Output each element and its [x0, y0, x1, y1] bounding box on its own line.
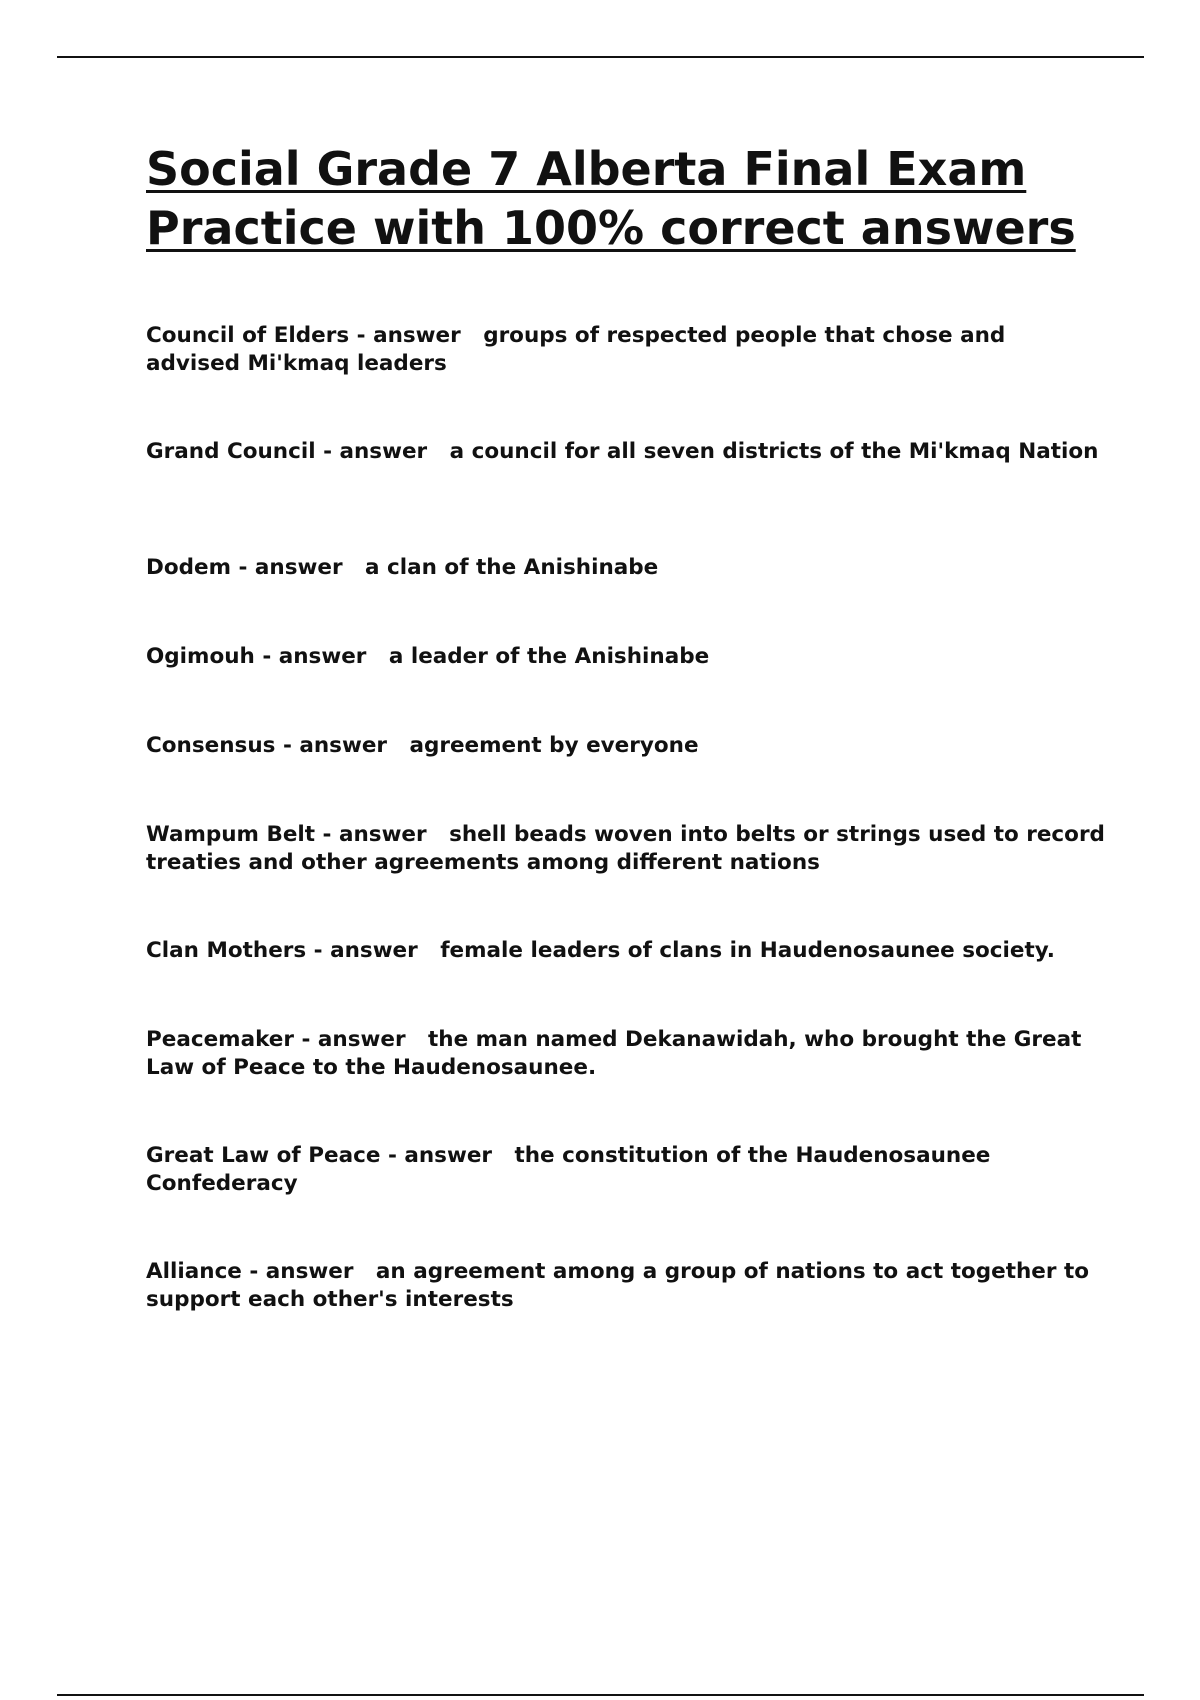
definition: the constitution of the Haudenosaunee Confederacy	[146, 1143, 991, 1196]
list-item	[146, 1258, 1106, 1374]
answer-separator: - answer	[349, 323, 484, 348]
term: Grand Council	[146, 439, 316, 464]
bottom-divider	[57, 1694, 1144, 1696]
term: Wampum Belt	[146, 822, 316, 847]
answer-separator: - answer	[275, 733, 410, 758]
answer-separator: - answer	[380, 1143, 515, 1168]
term: Peacemaker	[146, 1027, 294, 1052]
list-item	[146, 438, 1106, 554]
document-title: Social Grade 7 Alberta Final Exam Practice with 100% correct answers	[146, 142, 1076, 255]
answer-separator: - answer	[254, 644, 389, 669]
list-item	[146, 1142, 1106, 1258]
definition: an agreement among a group of nations to act together to support each other's interests	[146, 1259, 1090, 1312]
list-item	[146, 554, 1106, 643]
definition: shell beads woven into belts or strings used to record treaties and other agreements among different nations	[146, 822, 1105, 875]
list-item	[146, 1026, 1106, 1142]
definition: agreement by everyone	[409, 733, 699, 758]
term: Clan Mothers	[146, 938, 307, 963]
term: Ogimouh	[146, 644, 255, 669]
answer-separator: - answer	[306, 938, 441, 963]
list-item	[146, 821, 1106, 937]
list-item	[146, 937, 1106, 1026]
term: Alliance	[146, 1259, 242, 1284]
qa-list	[146, 322, 1106, 1374]
definition: female leaders of clans in Haudenosaunee society.	[440, 938, 1055, 963]
list-item	[146, 732, 1106, 821]
answer-separator: - answer	[241, 1259, 376, 1284]
definition: a council for all seven districts of the Mi'kmaq Nation	[449, 439, 1099, 464]
definition: groups of respected people that chose and advised Mi'kmaq leaders	[146, 323, 1006, 376]
list-item	[146, 643, 1106, 732]
term: Dodem	[146, 555, 231, 580]
definition: a clan of the Anishinabe	[365, 555, 659, 580]
list-item	[146, 322, 1106, 438]
definition: a leader of the Anishinabe	[388, 644, 710, 669]
document-body	[146, 140, 1106, 1374]
top-divider	[57, 56, 1144, 58]
answer-separator: - answer	[315, 439, 450, 464]
term: Council of Elders	[146, 323, 350, 348]
answer-separator: - answer	[294, 1027, 429, 1052]
definition: the man named Dekanawidah, who brought the Great Law of Peace to the Haudenosaunee.	[146, 1027, 1082, 1080]
term: Consensus	[146, 733, 276, 758]
term: Great Law of Peace	[146, 1143, 381, 1168]
answer-separator: - answer	[231, 555, 366, 580]
answer-separator: - answer	[315, 822, 450, 847]
